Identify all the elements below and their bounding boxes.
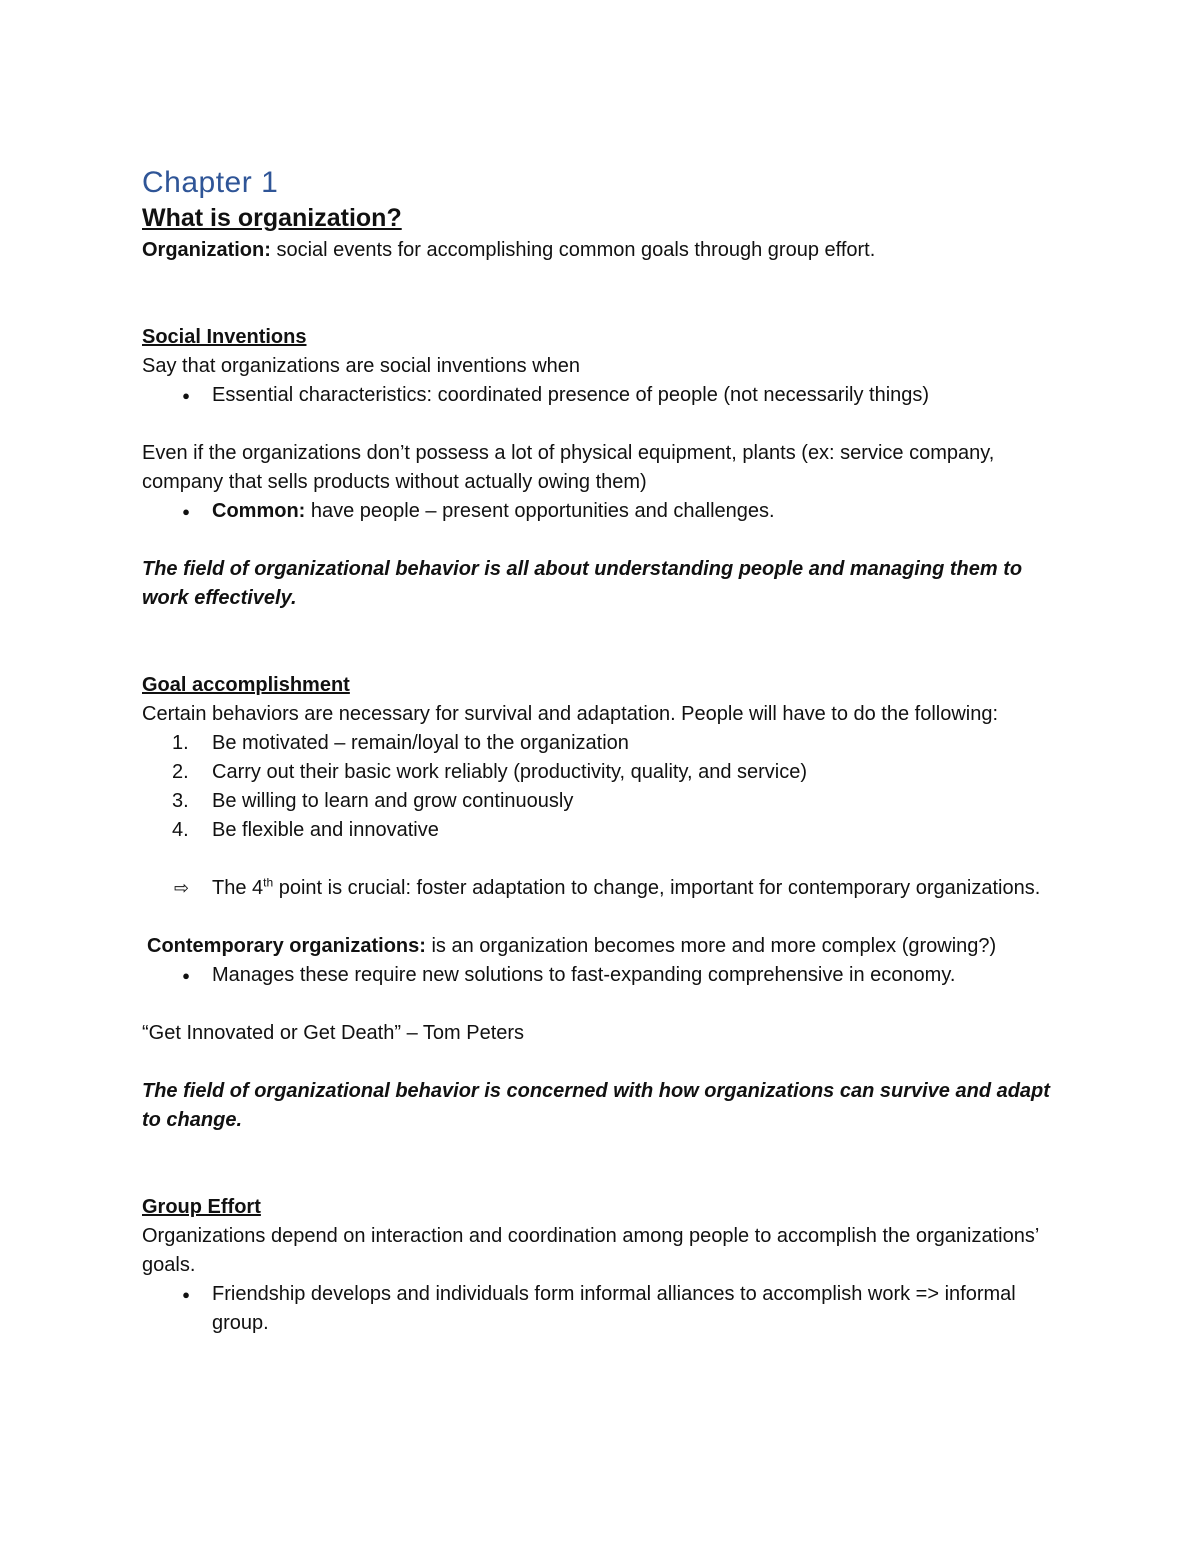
- list-item-term: Common:: [212, 500, 306, 522]
- list-item-text: Essential characteristics: coordinated presence of people (not necessarily things): [212, 384, 930, 406]
- numbered-item: [142, 729, 1072, 758]
- list-item-text: Manages these require new solutions to fast-expanding comprehensive in economy.: [212, 964, 956, 986]
- list-item: [142, 961, 1072, 990]
- contemporary-text: is an organization becomes more and more complex (growing?): [425, 935, 997, 957]
- quote: “Get Innovated or Get Death” – Tom Peters: [142, 1022, 525, 1044]
- bullet-icon: ●: [182, 504, 190, 519]
- item-text: Be motivated – remain/loyal to the organization: [212, 732, 629, 754]
- numbered-item: [142, 758, 1072, 787]
- item-text: Be willing to learn and grow continuously: [212, 790, 574, 812]
- arrow-item: [142, 874, 1072, 903]
- social-intro: Say that organizations are social inventions when: [142, 355, 581, 377]
- list-item-text: have people – present opportunities and challenges.: [305, 500, 775, 522]
- item-number: 1.: [172, 732, 189, 754]
- contemporary-definition: [142, 932, 1072, 961]
- section-heading-group-effort: Group Effort: [142, 1196, 261, 1218]
- item-text: Be flexible and innovative: [212, 819, 439, 841]
- contemporary-term: Contemporary organizations:: [147, 935, 426, 957]
- list-item: [142, 1280, 1072, 1338]
- bullet-icon: ●: [182, 388, 190, 403]
- numbered-item: [142, 787, 1072, 816]
- social-paragraph: Even if the organizations don’t possess a lot of physical equipment, plants (ex: service company, company that sells products without actually owing them): [142, 442, 995, 493]
- goal-intro: Certain behaviors are necessary for survival and adaptation. People will have to do the following:: [142, 703, 999, 725]
- list-item: [142, 497, 1072, 526]
- chapter-heading: Chapter 1: [142, 166, 279, 199]
- bullet-icon: ●: [182, 968, 190, 983]
- list-item-text: Friendship develops and individuals form informal alliances to accomplish work => informal group.: [212, 1283, 1016, 1334]
- emphasis-statement: The field of organizational behavior is all about understanding people and managing them to work effectively.: [142, 558, 1023, 609]
- item-number: 3.: [172, 790, 189, 812]
- section-heading-goal-accomplishment: Goal accomplishment: [142, 674, 350, 696]
- definition-term: Organization:: [142, 239, 271, 261]
- item-text: Carry out their basic work reliably (productivity, quality, and service): [212, 761, 808, 783]
- definition-text: social events for accomplishing common goals through group effort.: [270, 239, 876, 261]
- item-number: 2.: [172, 761, 189, 783]
- arrow-text-pre: The 4: [212, 877, 264, 899]
- definition: [142, 236, 1072, 265]
- arrow-text-post: point is crucial: foster adaptation to change, important for contemporary organizations.: [273, 877, 1041, 899]
- arrow-text-sup: th: [263, 875, 274, 890]
- emphasis-statement: The field of organizational behavior is concerned with how organizations can survive and adapt to change.: [142, 1080, 1050, 1131]
- page-title: What is organization?: [142, 204, 402, 232]
- list-item: [142, 381, 1072, 410]
- section-heading-social-inventions: Social Inventions: [142, 326, 307, 348]
- document-body: [142, 164, 1072, 1338]
- group-intro: Organizations depend on interaction and coordination among people to accomplish the organizations’ goals.: [142, 1225, 1039, 1276]
- bullet-icon: ●: [182, 1287, 190, 1302]
- item-number: 4.: [172, 819, 189, 841]
- arrow-icon: ⇨: [174, 878, 190, 898]
- numbered-item: [142, 816, 1072, 845]
